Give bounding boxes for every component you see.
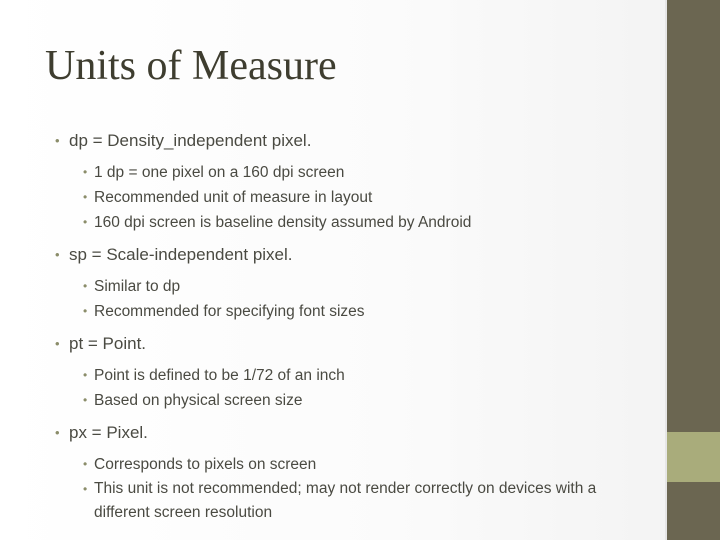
sub-list-sp bbox=[83, 274, 615, 324]
side-accent-block bbox=[667, 432, 720, 482]
sub-bullet: • Point is defined to be 1/72 of an inch bbox=[83, 363, 615, 388]
sub-bullet: • This unit is not recommended; may not render correctly on devices with a different screen resolution bbox=[83, 477, 615, 525]
sub-list-dp bbox=[83, 160, 615, 235]
sub-bullet: • Based on physical screen size bbox=[83, 388, 615, 413]
bullet-dp: • dp = Density_independent pixel. bbox=[55, 130, 615, 152]
sub-bullet: • Corresponds to pixels on screen bbox=[83, 452, 615, 477]
sub-bullet: • 1 dp = one pixel on a 160 dpi screen bbox=[83, 160, 615, 185]
sub-list-pt bbox=[83, 363, 615, 413]
sub-bullet: • Recommended unit of measure in layout bbox=[83, 185, 615, 210]
bullet-list bbox=[55, 130, 615, 525]
bullet-sp: • sp = Scale-independent pixel. bbox=[55, 244, 615, 266]
slide-title: Units of Measure bbox=[45, 43, 337, 89]
sub-bullet: • 160 dpi screen is baseline density assumed by Android bbox=[83, 210, 615, 235]
bullet-px: • px = Pixel. bbox=[55, 422, 615, 444]
bullet-pt: • pt = Point. bbox=[55, 333, 615, 355]
sub-bullet: • Similar to dp bbox=[83, 274, 615, 299]
sub-list-px bbox=[83, 452, 615, 525]
sub-bullet: • Recommended for specifying font sizes bbox=[83, 299, 615, 324]
